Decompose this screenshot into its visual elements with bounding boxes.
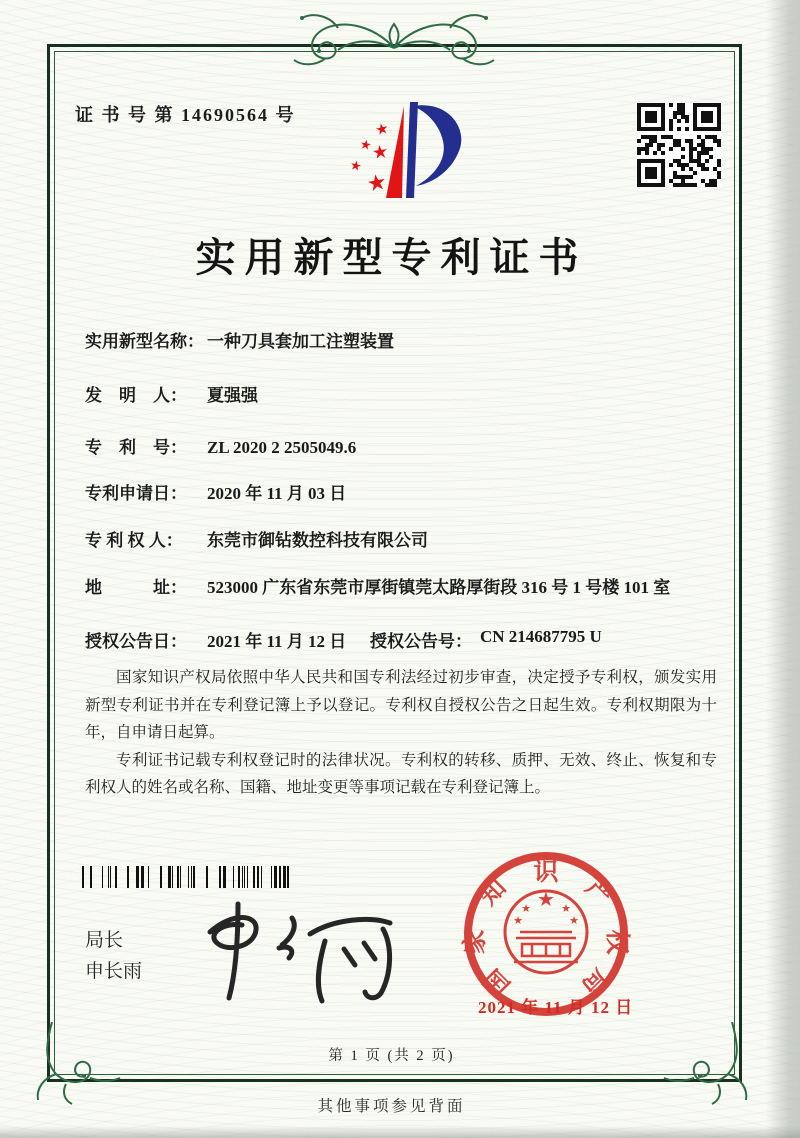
seal-text xyxy=(461,858,631,1001)
field-label: 专 利 号： xyxy=(85,438,187,457)
field-value: ZL 2020 2 2505049.6 xyxy=(207,438,357,457)
legal-text xyxy=(85,664,717,802)
svg-text:★: ★ xyxy=(521,902,531,915)
svg-text:★: ★ xyxy=(348,158,363,176)
seal-date: 2021 年 11 月 12 日 xyxy=(478,998,634,1017)
field-label: 授权公告号： xyxy=(370,632,472,651)
scan-page-edge-right xyxy=(766,0,800,1138)
field-value: 东莞市御钻数控科技有限公司 xyxy=(207,531,428,550)
director-signature xyxy=(192,892,406,1004)
certificate-number: 证 书 号 第 14690564 号 xyxy=(75,105,296,125)
national-emblem xyxy=(505,887,587,973)
director-name: 申长雨 xyxy=(85,961,143,982)
seal-char: 产 xyxy=(580,873,618,911)
logo-red-wedge xyxy=(386,106,404,198)
page-number: 第 1 页 (共 2 页) xyxy=(328,1048,455,1064)
svg-text:★: ★ xyxy=(364,169,389,198)
svg-text:★: ★ xyxy=(537,887,555,911)
field-row-name xyxy=(85,330,717,355)
back-side-note: 其他事项参见背面 xyxy=(317,1098,466,1115)
field-row-filing-date xyxy=(85,482,717,507)
field-label: 专利申请日： xyxy=(85,484,187,503)
barcode xyxy=(82,866,290,888)
seal-char: 国 xyxy=(478,963,516,1001)
field-row-grant xyxy=(85,627,717,652)
svg-text:★: ★ xyxy=(513,914,523,927)
field-value: 2020 年 11 月 03 日 xyxy=(207,484,347,503)
legal-paragraph-2: 专利证书记载专利权登记时的法律状况。专利权的转移、质押、无效、终止、恢复和专利权人的姓名或名称、国籍、地址变更等事项记载在专利登记簿上。 xyxy=(85,751,717,797)
field-label: 授权公告日： xyxy=(85,632,187,651)
logo-stars xyxy=(348,119,390,198)
cnipa-logo xyxy=(328,96,473,214)
certificate-title: 实用新型专利证书 xyxy=(195,235,588,280)
qr-code xyxy=(637,103,721,187)
scan-page-edge-bottom xyxy=(0,1126,800,1138)
seal-char: 局 xyxy=(576,963,614,1001)
svg-text:★: ★ xyxy=(370,141,390,165)
field-row-address xyxy=(85,576,717,601)
seal-char: 家 xyxy=(462,929,489,955)
field-label: 地 址： xyxy=(85,578,187,597)
logo-p-stem xyxy=(406,102,418,198)
field-label: 专 利 权 人： xyxy=(85,531,183,550)
field-label: 实用新型名称： xyxy=(85,332,204,351)
seal-char: 知 xyxy=(474,873,512,911)
field-value: 夏强强 xyxy=(207,386,258,405)
logo-p-bowl xyxy=(413,105,461,186)
field-row-patent-number xyxy=(85,436,717,461)
field-value: 523000 广东省东莞市厚街镇莞太路厚街段 316 号 1 号楼 101 室 xyxy=(207,578,671,597)
top-flourish-ornament xyxy=(254,8,534,70)
seal-char: 识 xyxy=(533,859,559,886)
svg-text:★: ★ xyxy=(358,137,373,154)
svg-text:★: ★ xyxy=(373,118,391,140)
seal-char: 权 xyxy=(603,929,630,955)
legal-paragraph-1: 国家知识产权局依照中华人民共和国专利法经过初步审查，决定授予专利权，颁发实用新型专利证书并在专利登记簿上予以登记。专利权自授权公告之日起生效。专利权期限为十年，自申请日起算。 xyxy=(85,669,717,742)
field-row-patentee xyxy=(85,529,717,554)
director-title: 局长 xyxy=(85,930,124,951)
field-value: CN 214687795 U xyxy=(480,627,602,646)
field-value: 一种刀具套加工注塑装置 xyxy=(207,332,394,351)
svg-text:★: ★ xyxy=(561,902,571,915)
field-label: 发 明 人： xyxy=(85,386,187,405)
svg-text:★: ★ xyxy=(569,914,579,927)
field-value: 2021 年 11 月 12 日 xyxy=(207,632,347,651)
field-row-inventor xyxy=(85,384,717,409)
